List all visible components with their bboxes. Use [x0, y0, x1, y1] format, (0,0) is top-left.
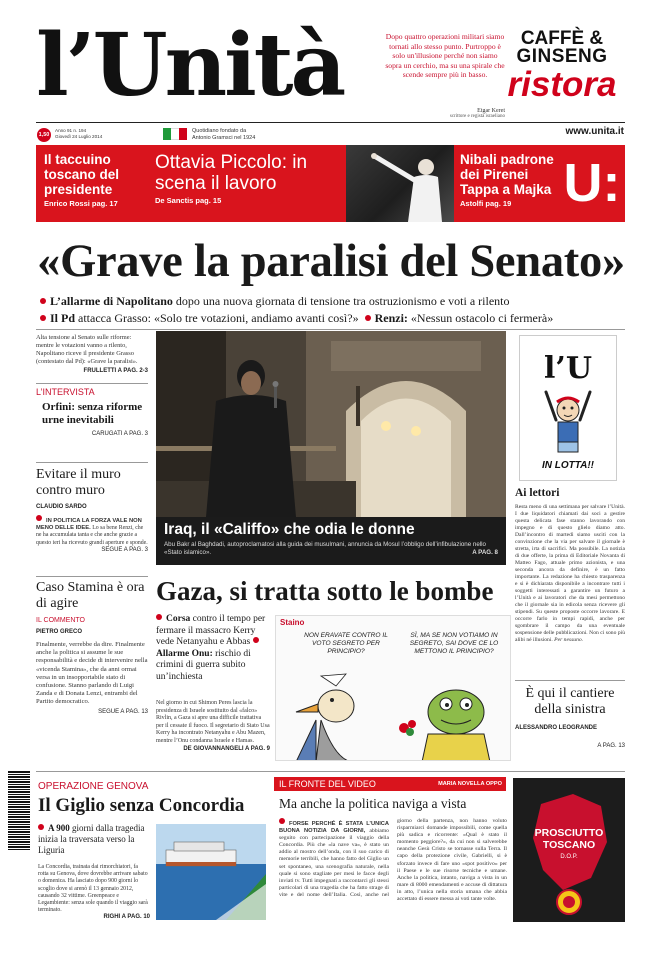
staino-cartoon [275, 615, 511, 761]
masthead-logo: l’Unità [36, 15, 344, 116]
italian-flag-icon [163, 128, 187, 140]
video-text-bold: FORSE PERCHÉ È STATA L’UNICA BUONA NOTIZIA DA GIORNI, [279, 821, 389, 835]
sponsor-line-3: ristora [507, 65, 617, 104]
muro-more: SEGUE A PAG. 3 [101, 546, 148, 553]
stamina-author: PIETRO GRECO [36, 629, 83, 635]
divider [36, 383, 148, 384]
unita-u-logo: U: [563, 153, 621, 213]
promo-nibali[interactable] [460, 152, 560, 208]
headline-sub-2-bold: Il Pd [50, 311, 76, 325]
gaza-sub-2-bold: Allarme Onu: [156, 648, 213, 659]
headline-sub-2-text: attacca Grasso: «Solo tre votazioni, andiamo avanti così?» [78, 311, 359, 325]
quote-author-name: Etgar Keret [477, 108, 505, 114]
promo-ottavia-title: Ottavia Piccolo: in scena il lavoro [155, 152, 308, 194]
concordia-photo[interactable] [156, 824, 266, 920]
founded-line-2: Antonio Gramsci nel 1924 [192, 135, 256, 141]
issue-info [55, 128, 102, 140]
interview-title: Orfini: senza riforme urne inevitabili [42, 401, 143, 426]
stamina-article[interactable] [36, 580, 148, 715]
ad-line-2: TOSCANO [542, 839, 596, 851]
giglio-author: RIGHI A PAG. 10 [103, 914, 150, 921]
promo-nibali-title: Nibali padrone dei Pirenei Tappa a Majka [460, 152, 554, 197]
cantiere-author: ALESSANDRO LEOGRANDE [515, 725, 598, 731]
balloon-1: NON ERAVATE CONTRO IL VOTO SEGRETO PER PRINCIPIO? [304, 632, 388, 655]
main-headline[interactable]: «Grave la paralisi del Senato» [37, 236, 625, 287]
gaza-text-body: Nel giorno in cui Shimon Peres lascia la presidenza di Israele sostituito dal «falco» Rivlin, a Gaza si apre una difficile trattativa per il cessate il fuoco. Il segretario di Stato Usa Kerry ha incontrato Netanyahu e Abu Mazen, mentre l’Onu condanna Israele e Hamas. [156, 700, 270, 744]
bullet-icon [36, 515, 42, 521]
senate-intro-author: FRULLETTI A PAG. 2-3 [83, 368, 148, 374]
giglio-sub-bold: A 900 [48, 823, 70, 833]
quote-author [385, 108, 505, 119]
headline-sub-3-bold: Renzi: [374, 311, 408, 325]
interview-author: CARUGATI A PAG. 3 [91, 431, 148, 437]
video-author: MARIA NOVELLA OPPO [438, 781, 502, 787]
giglio-title[interactable]: Il Giglio senza Concordia [38, 795, 245, 816]
promo-ottavia[interactable] [155, 152, 345, 205]
muro-title: Evitare il muro contro muro [36, 467, 121, 498]
balloon-2: SÌ, MA SE NON VOTIAMO IN SEGRETO, SAI DOVE CE LO METTONO IL PRINCIPIO? [409, 632, 499, 655]
gaza-sub-1 [156, 614, 270, 684]
gaza-sub-1-text: contro il tempo per fermare il massacro Kerry vede Netanyahu e Abbas [156, 614, 266, 648]
stamina-more: SEGUE A PAG. 13 [98, 708, 148, 715]
readers-note[interactable] [515, 487, 625, 644]
bullet-icon [40, 315, 46, 321]
quote-author-note: scrittore e regista israeliano [449, 114, 505, 119]
bullet-icon [38, 824, 44, 830]
masthead-quote: Dopo quattro operazioni militari siamo tornati allo stesso punto. Purtroppo è solo un'illusione perché non siamo sopra un cerchio, ma su una spirale che scende sempre più in basso. [385, 32, 505, 80]
ad-line-3: D.O.P. [560, 854, 578, 860]
headline-sub-1-bold: L’allarme di Napolitano [50, 294, 173, 308]
cartoon-illustration-icon [520, 336, 616, 480]
interview-article[interactable] [36, 387, 148, 437]
headline-sub-2 [40, 311, 553, 326]
video-title[interactable]: Ma anche la politica naviga a vista [279, 796, 467, 811]
iraq-desc-text: Abu Bakr al Baghdadi, autoproclamatosi alla guida dei musulmani, annuncia da Mosul l’obbligo dell’infibulazione nello «Stato islamico». [164, 541, 486, 556]
promo-taccuino-page: Enrico Rossi pag. 17 [44, 199, 118, 208]
senate-intro-text: Alta tensione al Senato sulle riforme: mentre le votazioni vanno a rilento, Napolitano riceve il presidente Grasso (contestato dal Pd): «Grave la paralisi». [36, 334, 138, 365]
sponsor-line-2: GINSENG [516, 46, 608, 67]
promo-taccuino[interactable] [44, 152, 150, 208]
cantiere-title: È qui il cantiere della sinistra [525, 686, 615, 717]
giglio-text-body: La Concordia, trainata dai rimorchiatori, fa rotta su Genova, dove dovrebbe arrivare sabato o domenica. Ha lasciato dopo 900 giorni lo scoglio dove si arenò il 13 gennaio 2012, causando 32 vittime. Greenpeace e Legambiente: senza sole quando il viaggio sarà terminato. [38, 864, 148, 914]
sponsor-line-1: CAFFÈ & [520, 28, 604, 49]
gaza-subs [156, 614, 270, 684]
headline-sub-3-text: «Nessun ostacolo ci fermerà» [410, 311, 554, 325]
promo-ottavia-page: De Sanctis pag. 15 [155, 196, 222, 205]
ad-line-1: PROSCIUTTO [534, 827, 604, 839]
bullet-icon [279, 818, 285, 824]
headline-sub-1 [40, 294, 510, 309]
promo-nibali-page: Astolfi pag. 19 [460, 199, 512, 208]
masthead-divider [36, 122, 625, 123]
founded-line-1: Quotidiano fondato da [192, 128, 247, 134]
cartoon-caption: IN LOTTA!! [541, 460, 595, 471]
bullet-icon [253, 637, 259, 643]
readers-body: Resta meno di una settimana per salvare l’Unità. I due liquidatori chiamati dai soci a gestire questa delicata fase stanno lavorando con impegno e di questo glielo diamo atto. Dall’incontro di martedì siamo usciti con la convinzione che la via per salvare il giornale è stretta, irta di sacrifici. Ma possibile. La notizia di due offerte, la prima di Editoriale Novanta di Matteo Fago, attuale primo azionista, e una seconda ancora da definire, è un fatto importante. La redazione ha chiesto trasparenza e si è dichiarata disponibile a incontrare tutti i soggetti interessati a garantire un futuro a l’Unità e ai lavoratori che da mesi permettono che il giornale sia in edicola senza ricevere gli stipendi. Su queste proposte occorre lavorare. E occorre farlo in tempi rapidi, anche per sgombrare il campo da una eventuale sospensione delle pubblicazioni. Non ci sono più alibi né illusioni. [515, 504, 625, 643]
divider [515, 680, 625, 681]
bottom-divider [36, 771, 625, 772]
muro-text [36, 515, 148, 547]
barcode-icon [8, 770, 30, 850]
video-text-body: abbiamo seguito con partecipazione il viaggio della Concordia. Più che «la nave va», è stato un addio al mostro dell’onda, con il suo carico di memorie terribili, che hanno fatto del Giglio un set spontaneo, una scenografia naturale, nella quale si sono stagliate per mesi le facce degli inviati tv. Tutti impegnati a raccontarci gli stessi particolari di una tragedia che ha fatto strage di vite e del nome dell’Italia. Così, anche nel giorno della partenza, non hanno voluto risparmiarci domande impossibili, come quella più sadica e ricorrente: «Qual è stato il momento peggiore?», da cui non si salverebbe neanche Gesù Cristo se tornasse sulla Terra. Il capo della protezione civile, Gabrielli, si è sforzato invece di fare uno «spot positivo» per il Paese e le sue risorse tecniche e umane. Anche la politica, intanto, naviga a vista in un mare di 8000 emendamenti e accuse di dittatura in atto, l’unica nella storia umana che abbia accettato di essere messa ai voti tante volte. [279, 818, 507, 903]
gaza-sub-1-bold: Corsa [166, 614, 191, 624]
senate-intro [36, 334, 148, 375]
price-badge: 1,50 [37, 128, 51, 142]
gaza-headline[interactable]: Gaza, si tratta sotto le bombe [156, 576, 494, 606]
muro-text-bold: IN POLITICA LA FORZA VALE NON MENO DELLE IDEE. [36, 518, 142, 532]
iraq-title: Iraq, il «Califfo» che odia le donne [164, 521, 415, 538]
cantiere-article[interactable] [515, 686, 625, 749]
cantiere-page: A PAG. 13 [597, 743, 625, 749]
giglio-sub-text: giorni dalla tragedia inizia la traversata verso la Liguria [38, 823, 145, 855]
readers-title: Ai lettori [515, 487, 560, 499]
actress-figure-icon [346, 145, 454, 222]
iraq-caption[interactable] [156, 517, 506, 565]
founded-info [192, 128, 255, 142]
headline-sub-1-text: dopo una nuova giornata di tensione tra ostruzionismo e voti a rilento [175, 294, 510, 308]
gaza-sub-2-text: rischio di crimini di guerra subito un’inchiesta [156, 648, 251, 682]
readers-sign: Per nessuno. [554, 637, 584, 643]
giglio-sub [38, 823, 150, 856]
divider [36, 462, 148, 463]
tuscany-map-icon [513, 778, 625, 922]
iraq-photo[interactable] [156, 331, 506, 517]
bullet-icon [156, 614, 162, 620]
video-text [279, 818, 507, 903]
headline-divider [36, 329, 625, 330]
readers-text [515, 504, 625, 644]
ottavia-photo [346, 145, 454, 222]
muro-text-body: Lo sa bene Renzi, che ne ha accumulata tanta e che anche grazie a questo ieri ha ricevuto grandi aperture e sponde. [36, 525, 148, 546]
muro-author: CLAUDIO SARDO [36, 504, 87, 510]
issue-number: Anno 91 n. 194 [55, 128, 87, 133]
ship-scene-icon [156, 824, 266, 920]
giglio-text [38, 864, 150, 922]
bullet-icon [40, 298, 46, 304]
cartoon-logo: l’U [543, 351, 593, 386]
promo-taccuino-title: Il taccuino toscano del presidente [44, 152, 120, 197]
website-link[interactable]: www.unita.it [565, 126, 624, 137]
video-kicker: IL FRONTE DEL VIDEO [279, 779, 376, 789]
sponsor-ad[interactable] [500, 30, 624, 110]
iraq-desc [164, 541, 498, 557]
stamina-text: Finalmente, verrebbe da dire. Finalmente anche la politica si assume le sue responsabilità e decide di intervenire nella «vicenda Stamina», che da anni ormai versa in un insopportabile stato di confusione. Stanno parlando di Luigi Zanda e di Donata Lenzi, entrambi del Partito democratico. [36, 641, 148, 706]
stamina-title: Caso Stamina è ora di agire [36, 580, 145, 611]
gaza-text [156, 700, 270, 754]
mosque-scene-icon [156, 331, 506, 517]
muro-article[interactable] [36, 467, 148, 553]
divider [36, 576, 148, 577]
cartoonist-name: Staino [280, 618, 305, 627]
issue-date: Giovedì 24 Luglio 2014 [55, 134, 103, 139]
prosciutto-ad[interactable] [513, 778, 625, 922]
stamina-kicker: IL COMMENTO [36, 617, 86, 624]
bullet-icon [365, 315, 371, 321]
genova-kicker: OPERAZIONE GENOVA [38, 781, 149, 792]
gaza-author: DE GIOVANNANGELI A PAG. 9 [183, 746, 270, 752]
lotta-cartoon [519, 335, 617, 481]
interview-kicker: L’INTERVISTA [36, 387, 95, 397]
iraq-page: A PAG. 8 [472, 549, 498, 556]
